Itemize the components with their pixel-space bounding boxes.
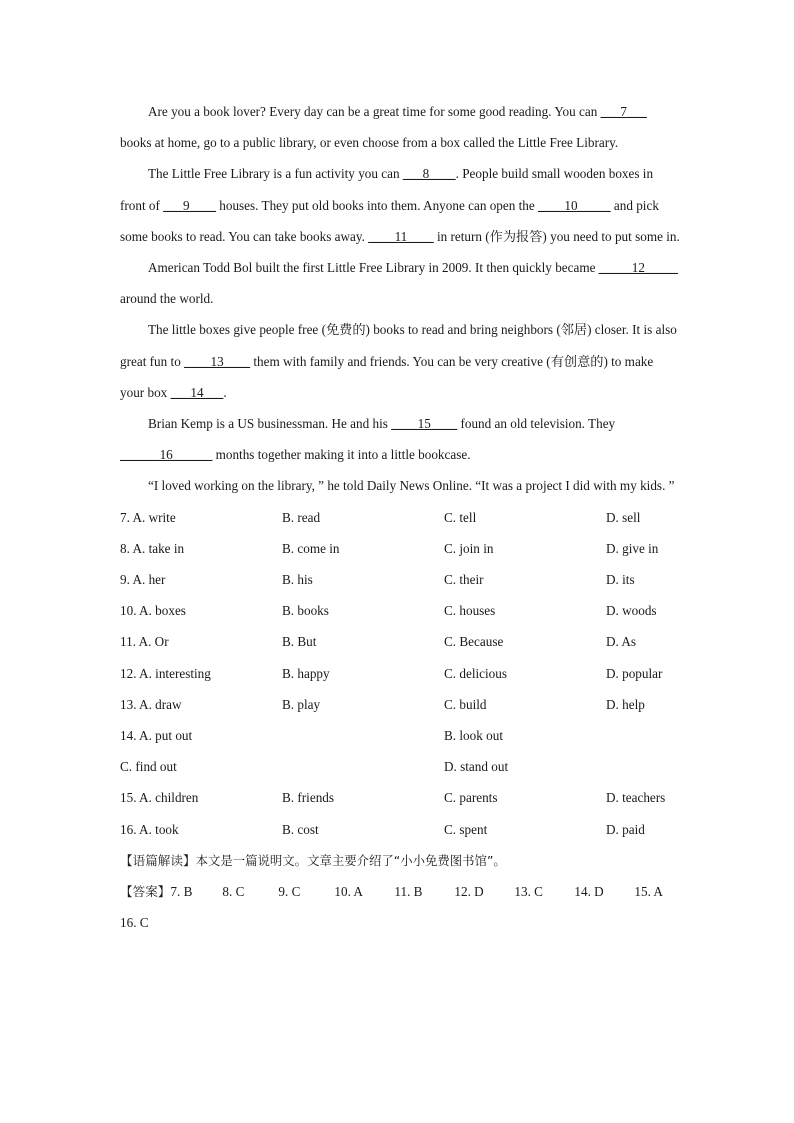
option-row-9	[120, 564, 680, 595]
blank-16: ______16______	[120, 447, 213, 463]
option-b: B. his	[282, 572, 313, 588]
option-d: D. give in	[606, 540, 659, 556]
blank-12: _____12_____	[598, 260, 678, 276]
paragraph-1	[120, 96, 680, 158]
answer-14: 14. D	[574, 883, 604, 899]
option-a: 12. A. interesting	[120, 665, 211, 681]
text: in return (作为报答) you need to put some in.	[433, 228, 680, 244]
answer-16: 16. C	[120, 915, 149, 931]
option-d: D. stand out	[444, 759, 509, 775]
text: houses. They put old books into them. Anyone can open the	[215, 197, 539, 213]
option-c: C. join in	[444, 540, 494, 556]
blank-10: ____10_____	[538, 197, 611, 213]
option-d: D. popular	[606, 665, 663, 681]
option-a: 13. A. draw	[120, 696, 182, 712]
option-d: D. paid	[606, 821, 645, 837]
answer-10: 10. A	[334, 883, 363, 899]
option-row-16	[120, 814, 680, 845]
option-c: C. build	[444, 696, 487, 712]
analysis-line	[120, 845, 680, 876]
option-b: B. look out	[444, 727, 503, 743]
option-row-10	[120, 595, 680, 626]
analysis-tag: 【语篇解读】	[120, 852, 196, 868]
option-row-15	[120, 782, 680, 813]
option-d: D. As	[606, 634, 637, 650]
text: and pick some books to read. You can take books away.	[120, 197, 659, 244]
option-d: D. sell	[606, 509, 641, 525]
option-c: C. parents	[444, 790, 498, 806]
blank-13: ____13____	[184, 353, 251, 369]
option-a: 8. A. take in	[120, 540, 185, 556]
text: Are you a book lover? Every day can be a great time for some good reading. You can	[148, 104, 601, 119]
option-row-12	[120, 658, 680, 689]
answer-7: 7. B	[170, 883, 193, 899]
answer-8: 8. C	[222, 883, 245, 899]
document-page	[120, 96, 680, 938]
option-row-13	[120, 689, 680, 720]
option-b: B. But	[282, 634, 317, 650]
text: . People build small wooden boxes in front of	[120, 166, 654, 213]
paragraph-2	[120, 158, 680, 252]
option-d: D. teachers	[606, 790, 666, 806]
answer-12: 12. D	[454, 883, 484, 899]
option-row-14a	[120, 720, 680, 751]
answer-11: 11. B	[394, 883, 423, 899]
analysis-text: 本文是一篇说明文。文章主要介绍了“小小免费图书馆”。	[195, 852, 506, 868]
text: The Little Free Library is a fun activity you can	[148, 166, 403, 182]
options-list	[120, 502, 680, 845]
option-c: C. their	[444, 572, 484, 588]
option-a: 9. A. her	[120, 572, 166, 588]
option-c: C. tell	[444, 509, 477, 525]
text: American Todd Bol built the first Little Free Library in 2009. It then quickly became	[148, 260, 599, 276]
paragraph-4	[120, 314, 680, 408]
text: The little boxes give people free (免费的) books to read and bring neighbors (邻居) closer. It is also great fun to	[120, 322, 677, 369]
option-b: B. come in	[282, 540, 340, 556]
option-a: 10. A. boxes	[120, 603, 186, 619]
paragraph-6: “I loved working on the library, ” he told Daily News Online. “It was a project I did with my kids. ”	[148, 478, 675, 494]
option-a: 15. A. children	[120, 790, 199, 806]
option-c: C. delicious	[444, 665, 508, 681]
option-row-11	[120, 626, 680, 657]
text: around the world.	[120, 291, 214, 307]
option-b: B. read	[282, 509, 321, 525]
option-b: B. happy	[282, 665, 330, 681]
option-row-14b	[120, 751, 680, 782]
option-c: C. houses	[444, 603, 496, 619]
answers-line-2	[120, 907, 680, 938]
answers-tag: 【答案】	[120, 883, 171, 899]
blank-11: ____11____	[368, 228, 434, 244]
option-a: 14. A. put out	[120, 727, 193, 743]
option-a: 7. A. write	[120, 509, 176, 525]
option-c: C. find out	[120, 759, 177, 775]
text: found an old television. They	[457, 416, 616, 432]
option-b: B. play	[282, 696, 321, 712]
option-b: B. friends	[282, 790, 335, 806]
blank-15: ____15____	[391, 416, 458, 432]
answer-9: 9. C	[278, 883, 301, 899]
option-a: 16. A. took	[120, 821, 179, 837]
option-c: C. spent	[444, 821, 488, 837]
option-b: B. cost	[282, 821, 319, 837]
option-d: D. its	[606, 572, 635, 588]
option-row-8	[120, 533, 680, 564]
answer-13: 13. C	[514, 883, 543, 899]
answers-line	[120, 876, 680, 907]
text: books at home, go to a public library, or even choose from a box called the Little Free Library.	[120, 135, 619, 151]
text: .	[223, 384, 227, 400]
option-d: D. woods	[606, 603, 657, 619]
answer-15: 15. A	[634, 883, 663, 899]
option-row-7	[120, 502, 680, 533]
option-d: D. help	[606, 696, 645, 712]
option-b: B. books	[282, 603, 329, 619]
option-a: 11. A. Or	[120, 634, 169, 650]
text: months together making it into a little bookcase.	[212, 447, 471, 463]
blank-14: ___14___	[170, 384, 224, 400]
blank-7: ___7___	[600, 104, 647, 119]
text: Brian Kemp is a US businessman. He and his	[148, 416, 392, 432]
text: them with family and friends. You can be very creative (有创意的) to make your box	[120, 353, 654, 400]
blank-9: ___9____	[163, 197, 216, 213]
paragraph-3	[120, 252, 680, 314]
paragraph-5	[120, 408, 680, 470]
blank-8: ___8____	[402, 166, 456, 182]
option-c: C. Because	[444, 634, 504, 650]
